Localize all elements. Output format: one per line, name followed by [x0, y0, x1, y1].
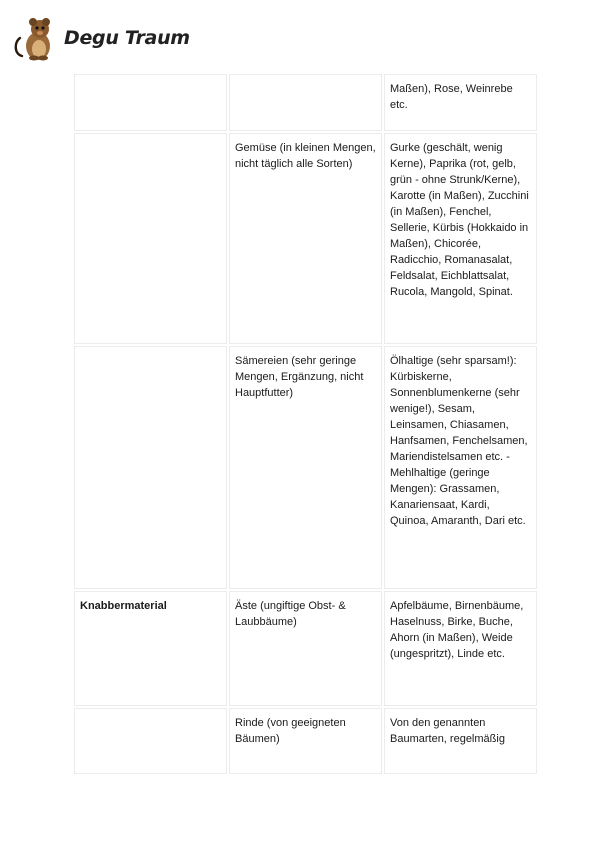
details-cell: Maßen), Rose, Weinrebe etc. [384, 74, 537, 131]
item-cell: Sämereien (sehr geringe Mengen, Ergänzung, nicht Hauptfutter) [229, 346, 382, 589]
category-cell: Knabbermaterial [74, 591, 227, 706]
brand-name: Degu Traum [64, 27, 190, 49]
table-row [74, 708, 537, 774]
category-cell [74, 708, 227, 774]
category-cell [74, 133, 227, 344]
item-cell: Gemüse (in kleinen Mengen, nicht täglich alle Sorten) [229, 133, 382, 344]
details-cell: Gurke (geschält, wenig Kerne), Paprika (rot, gelb, grün - ohne Strunk/Kerne), Karotte (in Maßen), Zucchini (in Maßen), Fenchel, Sellerie, Kürbis (Hokkaido in Maßen), Chicorée, Radicchio, Romanasalat, Feldsalat, Eichblattsalat, Rucola, Mangold, Spinat. [384, 133, 537, 344]
details-cell: Apfelbäume, Birnenbäume, Haselnuss, Birke, Buche, Ahorn (in Maßen), Weide (ungespritzt), Linde etc. [384, 591, 537, 706]
table-row [74, 591, 537, 706]
table-row [74, 133, 537, 344]
details-cell: Von den genannten Baumarten, regelmäßig [384, 708, 537, 774]
food-table [72, 72, 539, 776]
item-cell: Äste (ungiftige Obst- & Laubbäume) [229, 591, 382, 706]
degu-mascot-icon [12, 12, 62, 64]
details-cell: Ölhaltige (sehr sparsam!): Kürbiskerne, Sonnenblumenkerne (sehr wenige!), Sesam, Leinsamen, Chiasamen, Hanfsamen, Fenchelsamen, Mariendistelsamen etc. - Mehlhaltige (geringe Mengen): Grassamen, Kanariensaat, Kardi, Quinoa, Amaranth, Dari etc. [384, 346, 537, 589]
table-row [74, 74, 537, 131]
category-cell [74, 346, 227, 589]
category-cell [74, 74, 227, 131]
brand-logo[interactable] [12, 12, 190, 64]
table-row [74, 346, 537, 589]
item-cell [229, 74, 382, 131]
item-cell: Rinde (von geeigneten Bäumen) [229, 708, 382, 774]
